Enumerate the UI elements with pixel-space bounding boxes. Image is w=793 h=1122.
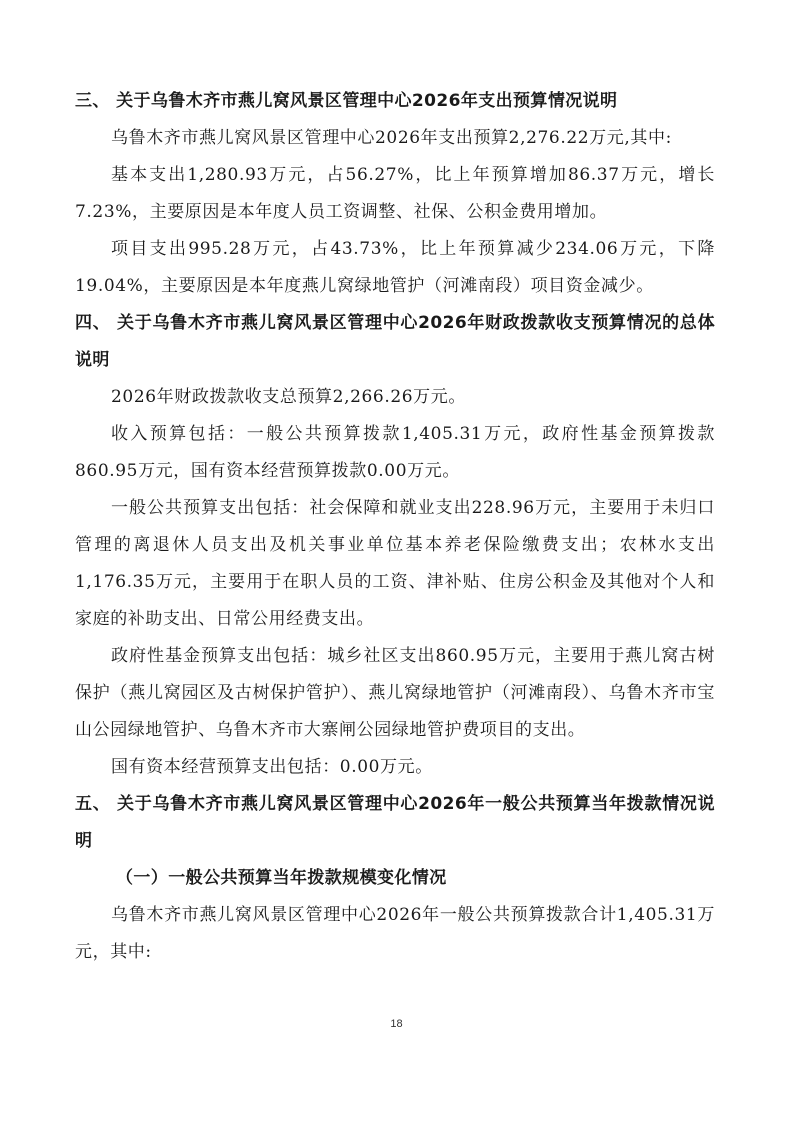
section-4-paragraph-4: 政府性基金预算支出包括：城乡社区支出860.95万元，主要用于燕儿窝古树保护（燕儿窝园区及古树保护管护）、燕儿窝绿地管护（河滩南段）、乌鲁木齐市宝山公园绿地管护、乌鲁木齐市大寨闸公园绿地管护费项目的支出。 [75, 646, 715, 740]
section-5-paragraph-1: 乌鲁木齐市燕儿窝风景区管理中心2026年一般公共预算拨款合计1,405.31万元，其中: [75, 905, 715, 962]
section-4-paragraph-1: 2026年财政拨款收支总预算2,266.26万元。 [111, 387, 466, 407]
section-3-heading: 三、 关于乌鲁木齐市燕儿窝风景区管理中心2026年支出预算情况说明 [75, 91, 618, 111]
section-3-paragraph-2: 基本支出1,280.93万元，占56.27%，比上年预算增加86.37万元，增长7.23%，主要原因是本年度人员工资调整、社保、公积金费用增加。 [75, 165, 715, 222]
section-5-sub-heading: （一）一般公共预算当年拨款规模变化情况 [116, 868, 447, 888]
page-number: 18 [390, 1018, 403, 1030]
section-3-paragraph-1: 乌鲁木齐市燕儿窝风景区管理中心2026年支出预算2,276.22万元,其中: [111, 128, 672, 148]
section-5-heading: 五、 关于乌鲁木齐市燕儿窝风景区管理中心2026年一般公共预算当年拨款情况说明 [75, 794, 715, 851]
section-3-paragraph-3: 项目支出995.28万元，占43.73%，比上年预算减少234.06万元，下降19.04%，主要原因是本年度燕儿窝绿地管护（河滩南段）项目资金减少。 [75, 239, 715, 296]
section-4-paragraph-3: 一般公共预算支出包括：社会保障和就业支出228.96万元，主要用于未归口管理的离退休人员支出及机关事业单位基本养老保险缴费支出；农林水支出1,176.35万元，主要用于在职人员的工资、津补贴、住房公积金及其他对个人和家庭的补助支出、日常公用经费支出。 [75, 498, 715, 629]
section-4-paragraph-5: 国有资本经营预算支出包括：0.00万元。 [111, 757, 433, 777]
section-4-paragraph-2: 收入预算包括：一般公共预算拨款1,405.31万元，政府性基金预算拨款860.95万元，国有资本经营预算拨款0.00万元。 [75, 424, 715, 481]
section-4-heading: 四、 关于乌鲁木齐市燕儿窝风景区管理中心2026年财政拨款收支预算情况的总体说明 [75, 313, 715, 370]
